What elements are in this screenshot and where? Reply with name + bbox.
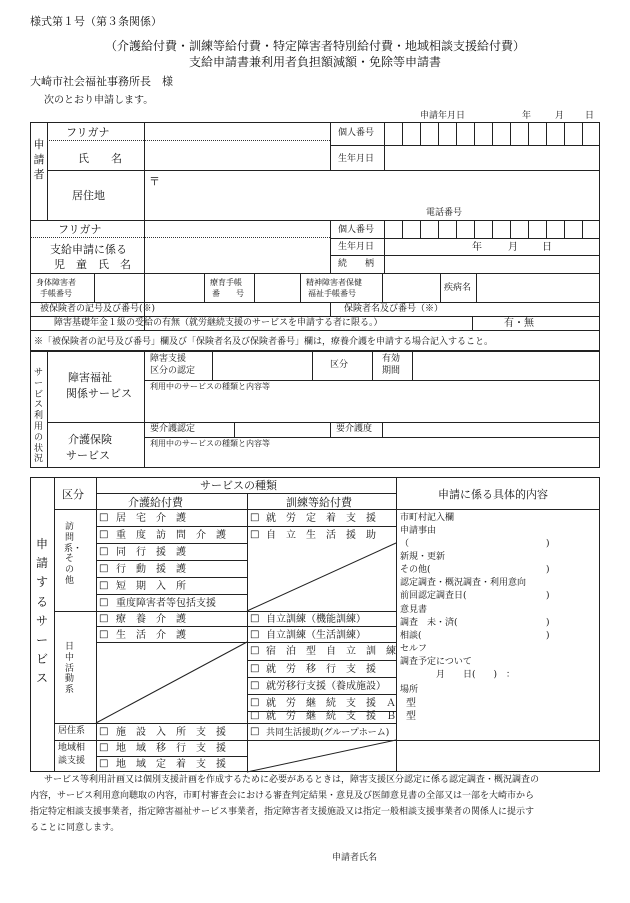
signature-label: 申請者氏名 [332, 853, 378, 863]
checkbox-shuro-teichaku[interactable]: □ [250, 512, 260, 523]
kaigo-header: 介護給付費 [128, 496, 183, 509]
pension-label: 障害基礎年金１級の受給の有無（就労継続支援のサービスを申請する者に限る。） [54, 318, 383, 328]
houkatsu-shien: 重度障害者等包括支援 [116, 598, 216, 609]
kunren-header: 訓練等給付費 [286, 496, 352, 509]
welfare-label-1: 障害福祉 [68, 371, 112, 384]
jiritsu-seikatsu-engo: 自 立 生 活 援 助 [266, 530, 376, 541]
checkbox-kinou-kunren[interactable]: □ [250, 613, 260, 624]
applicant-birth-label: 生年月日 [338, 154, 375, 164]
city-note-10: セルフ [400, 644, 428, 654]
koudou-engo: 行 動 援 護 [116, 564, 186, 575]
apply-section-label: 申請するサービス [35, 537, 48, 686]
city-note-1: 申請事由 [400, 526, 437, 536]
checkbox-group-home[interactable]: □ [250, 726, 260, 737]
child-birth-month: 月 [508, 242, 518, 253]
care-certification-label: 要介護認定 [150, 424, 196, 434]
consent-line-4: ることに同意します。 [30, 823, 120, 833]
checkbox-shisetsu[interactable]: □ [99, 726, 109, 737]
service-types-header: サービスの種類 [200, 479, 277, 492]
city-note-3: 新規・更新 [400, 552, 446, 562]
welfare-services-in-use-label: 利用中のサービスの種類と内容等 [150, 382, 270, 391]
child-birth-year: 年 [472, 242, 482, 253]
form-id: 様式第１号（第３条関係） [30, 15, 162, 28]
care-label-1: 介護保険 [68, 433, 112, 446]
keizoku-b: 就 労 継 続 支 援 Ｂ 型 [266, 711, 416, 722]
checkbox-judo-houmon[interactable]: □ [99, 529, 109, 540]
city-note-8-close: ) [546, 618, 550, 628]
postal-mark: 〒 [149, 175, 160, 188]
checkbox-seikatsu[interactable]: □ [99, 629, 109, 640]
checkbox-houkatsu[interactable]: □ [99, 597, 109, 608]
child-birth-day: 日 [542, 242, 552, 253]
city-note-0: 市町村記入欄 [400, 513, 455, 523]
community-group-label-2: 談支援 [58, 756, 86, 766]
valid-label-1: 有効 [382, 354, 401, 364]
valid-label-2: 期間 [382, 366, 401, 376]
checkbox-koudou[interactable]: □ [99, 563, 109, 574]
city-note-4: その他( [400, 565, 431, 575]
insured-no-label: 被保険者の記号及び番号(※) [40, 304, 156, 314]
title-line1: （介護給付費・訓練等給付費・特定障害者特別給付費・地域相談支援給付費） [104, 39, 525, 53]
checkbox-keizoku-a[interactable]: □ [250, 697, 260, 708]
physical-handbook-label-1: 身体障害者 [36, 278, 76, 287]
welfare-label-2: 関係サービス [66, 387, 132, 400]
child-birth-label: 生年月日 [338, 242, 375, 252]
applicant-section-label: 申請者 [33, 138, 45, 181]
city-note-4-close: ) [546, 565, 550, 575]
child-furigana-label: フリガナ [58, 223, 102, 236]
city-note-8: 調査 未・済( [400, 618, 458, 628]
usage-section-label: サービス利用の状況 [33, 368, 43, 465]
consent-line-2: 内容，サービス利用意向聴取の内容，市町村審査会における審査判定結果・意見及び医師意見書の全部又は一部を大崎市から [30, 791, 535, 801]
city-note-2-close: ) [546, 539, 550, 549]
checkbox-jiritsu-seikatsu[interactable]: □ [250, 529, 260, 540]
city-note-13: 場所 [400, 685, 419, 695]
support-category-label-2: 区分の認定 [150, 366, 196, 376]
visit-group-label: 訪問系・その他 [64, 522, 83, 586]
checkbox-doukou[interactable]: □ [99, 546, 109, 557]
child-personal-no-label: 個人番号 [338, 225, 375, 235]
title-line2: 支給申請書兼利用者負担額減額・免除等申請書 [188, 55, 441, 69]
residence-group-label: 居住系 [58, 726, 86, 736]
support-category-label-1: 障害支援 [150, 354, 187, 364]
consent-line-3: 指定特定相談支援事業者，指定障害福祉サービス事業者，指定障害者支援施設又は指定一般相談支援事業者の関係人に提示す [30, 807, 535, 817]
kinou-kunren: 自立訓練（機能訓練） [266, 614, 366, 625]
group-home: 共同生活援助(グループホーム) [266, 728, 390, 738]
shukuhaku-jiritsu: 宿 泊 型 自 立 訓 練 [266, 646, 396, 657]
checkbox-keizoku-b[interactable]: □ [250, 710, 260, 721]
intro: 次のとおり申請します。 [44, 95, 154, 106]
daytime-group-label: 日中活動系 [64, 642, 74, 696]
city-note-2: （ [400, 539, 410, 549]
date-label: 申請年月日 [420, 111, 466, 121]
shuro-ikou-yousei: 就労移行支援（養成施設） [266, 681, 386, 692]
child-label-2: 児 童 氏 名 [54, 258, 131, 271]
city-note-5: 認定調査・概況調査・利用意向 [400, 578, 527, 588]
city-note-9-close: ) [546, 631, 550, 641]
checkbox-chiiki-teichaku[interactable]: □ [99, 758, 109, 769]
community-group-label-1: 地域相 [58, 743, 86, 753]
city-note-12: 月 日( ) ： [436, 670, 516, 680]
care-level-label: 要介護度 [336, 424, 373, 434]
checkbox-tanki[interactable]: □ [99, 580, 109, 591]
chiiki-ikou: 地 域 移 行 支 援 [116, 743, 226, 754]
disease-label: 疾病名 [444, 283, 472, 293]
insurance-note: ※「被保険者の記号及び番号」欄及び「保険者名及び保険者番号」欄は，療養介護を申請する場合記入すること。 [34, 337, 494, 347]
kubun-label: 区分 [330, 360, 349, 370]
mental-handbook-label-1: 精神障害者保健 [306, 278, 362, 287]
city-note-7: 意見書 [400, 605, 428, 615]
specific-content-header: 申請に係る具体的内容 [438, 488, 548, 501]
checkbox-ryouyou[interactable]: □ [99, 613, 109, 624]
applicant-personal-no-label: 個人番号 [338, 128, 375, 138]
applicant-phone-label: 電話番号 [426, 208, 463, 218]
rehab-handbook-label-2: 番 号 [212, 289, 244, 298]
city-note-6-close: ) [546, 591, 550, 601]
addressee: 大崎市社会福祉事務所長 様 [30, 75, 173, 88]
city-note-11: 調査予定について [400, 657, 472, 667]
date-month: 月 [555, 111, 565, 121]
category-header: 区分 [62, 488, 84, 501]
child-label-1: 支給申請に係る [50, 243, 127, 256]
applicant-address-label: 居住地 [72, 189, 105, 202]
applicant-name-label: 氏 名 [78, 152, 122, 165]
pension-answer: 有・無 [504, 318, 534, 329]
date-day: 日 [585, 111, 595, 121]
date-year: 年 [522, 111, 532, 121]
checkbox-seikatsu-kunren[interactable]: □ [250, 629, 260, 640]
mental-handbook-label-2: 福祉手帳番号 [308, 289, 356, 298]
child-relation-label: 続 柄 [338, 259, 375, 269]
ryouyou-kaigo: 療 養 介 護 [116, 614, 186, 625]
checkbox-kyotaku[interactable]: □ [99, 512, 109, 523]
city-note-9: 相談( [400, 631, 422, 641]
keizoku-a: 就 労 継 続 支 援 Ａ 型 [266, 698, 416, 709]
tanki-nyusho: 短 期 入 所 [116, 581, 186, 592]
judo-houmon-kaigo: 重 度 訪 問 介 護 [116, 530, 226, 541]
physical-handbook-label-2: 手帳番号 [40, 289, 72, 298]
insurer-label: 保険者名及び番号（※） [344, 304, 444, 314]
kyotaku-kaigo: 居 宅 介 護 [116, 513, 186, 524]
checkbox-chiiki-ikou[interactable]: □ [99, 742, 109, 753]
seikatsu-kaigo: 生 活 介 護 [116, 630, 186, 641]
checkbox-shuro-ikou-yousei[interactable]: □ [250, 680, 260, 691]
shisetsu-nyusho: 施 設 入 所 支 援 [116, 727, 226, 738]
consent-line-1: サービス等利用計画又は個別支援計画を作成するために必要があるときは，障害支援区分認定に係る認定調査・概況調査の [44, 775, 540, 785]
shuro-ikou: 就 労 移 行 支 援 [266, 664, 376, 675]
applicant-furigana-label: フリガナ [66, 126, 110, 139]
care-label-2: サービス [66, 449, 110, 462]
rehab-handbook-label-1: 療育手帳 [210, 278, 242, 287]
seikatsu-kunren: 自立訓練（生活訓練） [266, 630, 366, 641]
checkbox-shuro-ikou[interactable]: □ [250, 663, 260, 674]
chiiki-teichaku: 地 域 定 着 支 援 [116, 759, 226, 770]
checkbox-shukuhaku[interactable]: □ [250, 645, 260, 656]
care-services-in-use-label: 利用中のサービスの種類と内容等 [150, 439, 270, 448]
city-note-6: 前回認定調査日( [400, 591, 467, 601]
shuro-teichaku: 就 労 定 着 支 援 [266, 513, 376, 524]
doukou-engo: 同 行 援 護 [116, 547, 186, 558]
